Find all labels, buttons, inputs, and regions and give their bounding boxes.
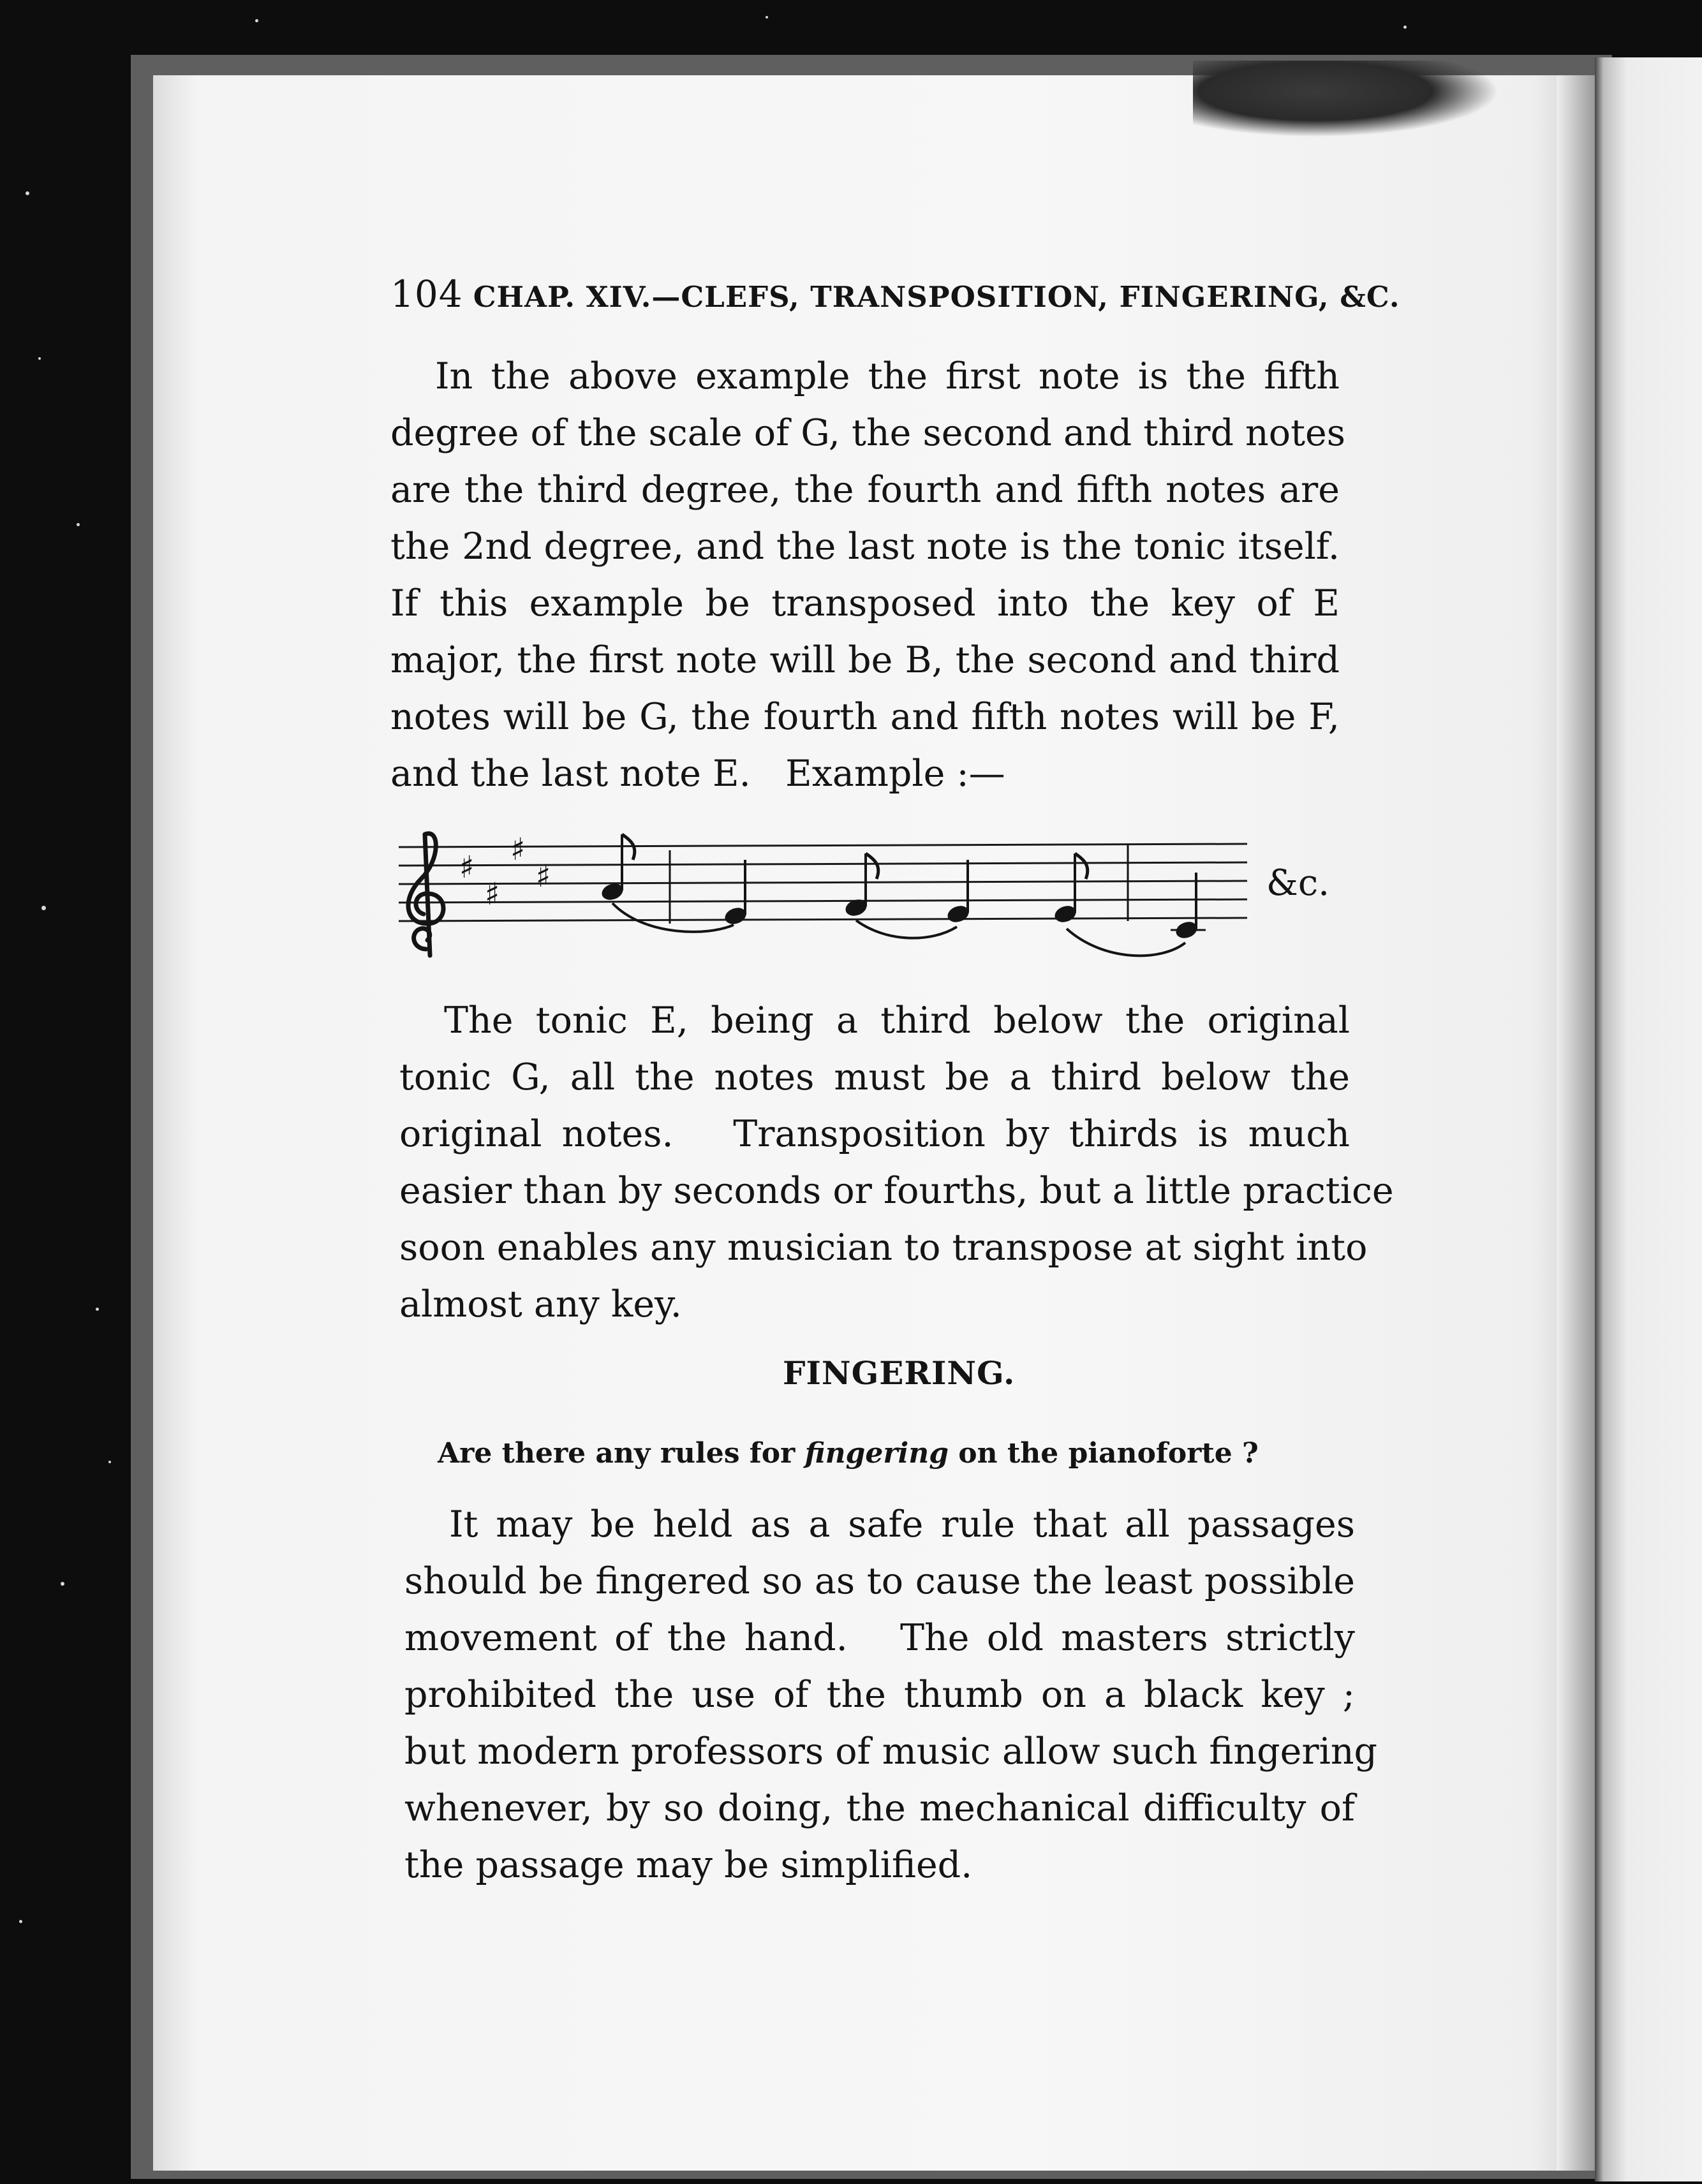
text-line: are the third degree, the fourth and fifth notes are — [390, 469, 1340, 511]
music-staff-notation — [396, 809, 1276, 987]
note-f — [945, 860, 971, 925]
text-line: notes will be G, the fourth and fifth notes will be F, — [390, 696, 1340, 738]
page-gutter — [1557, 75, 1595, 2171]
slur — [1067, 929, 1185, 956]
section-heading: FINGERING. — [783, 1354, 1016, 1392]
question-text: Are there any rules for — [438, 1437, 805, 1470]
paragraph-tonic-e — [399, 992, 1394, 1333]
text-line: It may be held as a safe rule that all passages — [449, 1503, 1355, 1546]
note-e — [1171, 873, 1206, 941]
svg-text:♯: ♯ — [510, 832, 526, 867]
question-text-end: on the pianoforte ? — [948, 1437, 1259, 1470]
page-number: 104 — [390, 272, 463, 316]
text-line: The tonic E, being a third below the original — [444, 1000, 1350, 1042]
svg-text:♯: ♯ — [536, 859, 551, 894]
etcetera: &c. — [1266, 862, 1330, 904]
text-line: tonic G, all the notes must be a third below the — [399, 1056, 1350, 1098]
text-line: degree of the scale of G, the second and third notes — [390, 412, 1345, 454]
text-line: prohibited the use of the thumb on a black key ; — [404, 1674, 1355, 1716]
text-line: original notes. Transposition by thirds is much — [399, 1113, 1350, 1155]
note-b — [600, 834, 635, 903]
text-line: whenever, by so doing, the mechanical difficulty of — [404, 1787, 1355, 1829]
key-signature-sharps — [459, 832, 551, 912]
question-emphasis: fingering — [804, 1437, 949, 1470]
text-line: If this example be transposed into the key of E — [390, 582, 1340, 624]
running-head — [390, 272, 1400, 316]
text-line: and the last note E. Example :— — [390, 753, 1005, 795]
text-line: the 2nd degree, and the last note is the tonic itself. — [390, 526, 1340, 568]
text-line: soon enables any musician to transpose at sight into — [399, 1227, 1368, 1269]
staff-lines — [399, 844, 1247, 921]
text-line: almost any key. — [399, 1283, 682, 1325]
chapter-title: CHAP. XIV.—CLEFS, TRANSPOSITION, FINGERING, &C. — [473, 280, 1400, 314]
treble-clef-icon — [408, 834, 443, 956]
text-line: should be fingered so as to cause the least possible — [404, 1560, 1355, 1602]
slur — [856, 920, 957, 938]
text-line: major, the first note will be B, the second and third — [390, 639, 1340, 681]
svg-text:♯: ♯ — [485, 876, 500, 912]
paragraph-transposition-example — [390, 348, 1345, 802]
question-line — [438, 1437, 1259, 1470]
text-line: easier than by seconds or fourths, but a little practice — [399, 1170, 1394, 1212]
torn-corner — [1193, 61, 1499, 137]
music-example — [396, 809, 1340, 987]
text-line: In the above example the first note is the fifth — [435, 355, 1340, 397]
note-f — [1053, 853, 1088, 925]
facing-page-edge — [1595, 57, 1702, 2181]
slur — [612, 903, 734, 932]
note-g — [723, 860, 748, 927]
svg-text:♯: ♯ — [459, 850, 475, 885]
text-line: movement of the hand. The old masters strictly — [404, 1617, 1355, 1659]
paragraph-fingering-rule — [404, 1496, 1378, 1894]
text-line: the passage may be simplified. — [404, 1844, 973, 1886]
text-line: but modern professors of music allow such fingering — [404, 1730, 1378, 1773]
